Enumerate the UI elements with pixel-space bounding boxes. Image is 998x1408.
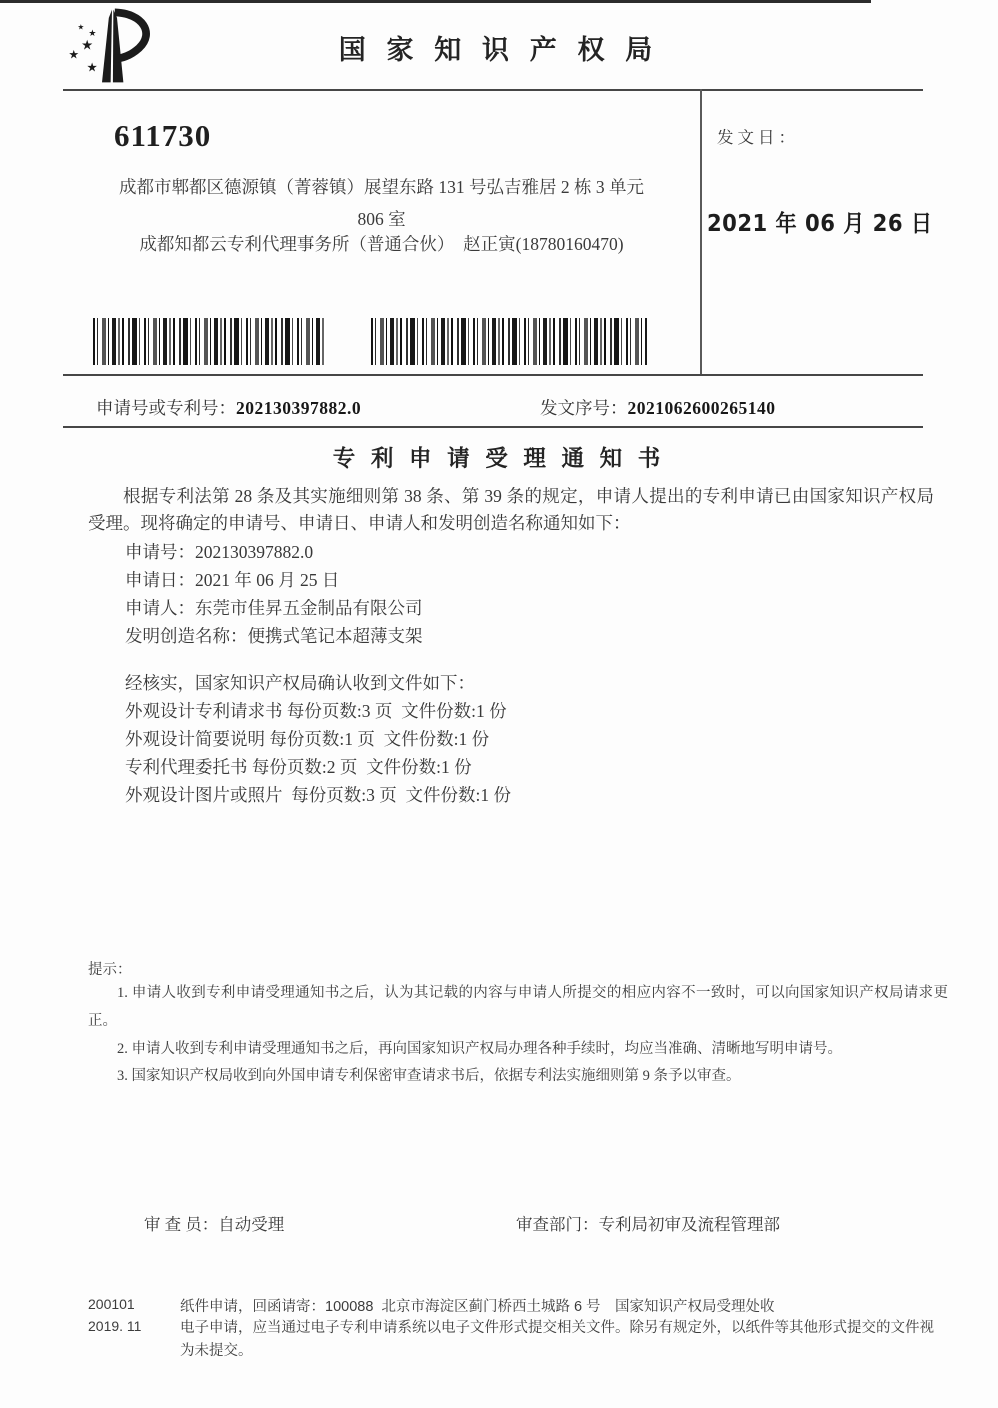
received-documents <box>125 669 511 809</box>
application-number-value: 202130397882.0 <box>236 398 362 418</box>
application-fields <box>125 538 423 650</box>
svg-text:★: ★ <box>81 37 94 53</box>
postal-code: 611730 <box>114 118 212 153</box>
serial-number-label: 发文序号： <box>540 398 628 418</box>
department-value: 专利局初审及流程管理部 <box>598 1215 780 1234</box>
footer-rule <box>0 0 871 3</box>
agency-title: 国 家 知 识 产 权 局 <box>338 35 660 65</box>
notice-intro-paragraph: 根据专利法第 28 条及其实施细则第 38 条、第 39 条的规定，申请人提出的专利申请已由国家知识产权局受理。现将确定的申请号、申请日、申请人和发明创造名称通知如下： <box>88 486 934 533</box>
reference-rule <box>63 426 923 428</box>
field-filing-date: 申请日：2021 年 06 月 25 日 <box>125 570 340 590</box>
mailing-address-line2: 806 室 <box>357 209 406 229</box>
examiner-label: 审 查 员： <box>144 1215 219 1234</box>
department-label: 审查部门： <box>516 1215 599 1234</box>
application-number-label: 申请号或专利号： <box>96 398 236 418</box>
barcode-serial <box>371 318 647 365</box>
svg-text:★: ★ <box>68 47 79 62</box>
serial-number-value: 2021062600265140 <box>627 398 776 418</box>
form-code: 200101 <box>88 1296 135 1312</box>
received-file-item: 专利代理委托书 每份页数:2 页 文件份数:1 份 <box>125 757 472 777</box>
application-number-row <box>96 395 361 420</box>
footer-paper-filing-line: 纸件申请，回函请寄：100088 北京市海淀区蓟门桥西土城路 6 号 国家知识产权局受理处收 <box>180 1299 775 1315</box>
serial-number-row <box>540 395 776 420</box>
received-file-item: 外观设计简要说明 每份页数:1 页 文件份数:1 份 <box>125 729 490 749</box>
mailing-address-line1: 成都市郫都区德源镇（菁蓉镇）展望东路 131 号弘吉雅居 2 栋 3 单元 <box>119 177 644 197</box>
svg-text:★: ★ <box>88 28 97 38</box>
field-invention-title: 发明创造名称：便携式笔记本超薄支架 <box>125 626 423 646</box>
issue-date-value: 2021 年 06 月 26 日 <box>707 211 933 237</box>
received-file-item: 外观设计图片或照片 每份页数:3 页 文件份数:1 份 <box>125 785 511 805</box>
tip-item-1: 1. 申请人收到专利申请受理通知书之后，认为其记载的内容与申请人所提交的相应内容不一致时，可以向国家知识产权局请求更正。 <box>88 985 948 1029</box>
mid-rule <box>63 374 923 376</box>
date-box-divider <box>700 89 702 376</box>
tips-list <box>88 980 948 1091</box>
barcode-application <box>93 318 326 365</box>
field-application-no: 申请号：202130397882.0 <box>125 542 314 562</box>
department-row <box>516 1211 780 1235</box>
received-file-item: 外观设计专利请求书 每份页数:3 页 文件份数:1 份 <box>125 701 507 721</box>
svg-text:★: ★ <box>77 23 84 32</box>
notice-title: 专 利 申 请 受 理 通 知 书 <box>332 446 666 471</box>
svg-text:★: ★ <box>86 60 98 75</box>
tip-item-2: 2. 申请人收到专利申请受理通知书之后，再向国家知识产权局办理各种手续时，均应当准确、清晰地写明申请号。 <box>117 1040 842 1057</box>
issue-date-label: 发文日： <box>717 128 799 147</box>
mailing-recipient-line: 成都知都云专利代理事务所（普通合伙） 赵正寅(18780160470) <box>139 234 624 254</box>
form-revision-date: 2019. 11 <box>88 1318 142 1334</box>
tips-label: 提示： <box>88 962 132 978</box>
footer-efiling-line: 电子申请，应当通过电子专利申请系统以电子文件形式提交相关文件。除另有规定外，以纸件等其他形式提交的文件视为未提交。 <box>180 1320 934 1359</box>
received-intro: 经核实，国家知识产权局确认收到文件如下： <box>125 673 475 693</box>
examiner-value: 自动受理 <box>218 1215 285 1234</box>
header-divider-rule <box>63 89 923 91</box>
field-applicant: 申请人：东莞市佳昇五金制品有限公司 <box>125 598 423 618</box>
examiner-row <box>144 1211 284 1235</box>
tip-item-3: 3. 国家知识产权局收到向外国申请专利保密审查请求书后，依据专利法实施细则第 9 条予以审查。 <box>117 1068 741 1085</box>
